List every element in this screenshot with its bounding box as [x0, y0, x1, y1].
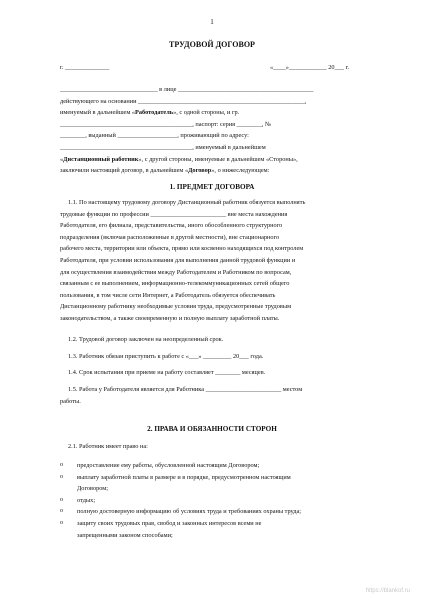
- list-item: [60, 483, 301, 495]
- clause-1-4: 1.4. Срок испытания при приеме на работу составляет ________ месяцев.: [68, 369, 266, 376]
- rights-list: [60, 460, 301, 541]
- clause-1-5: 1.5. Работа у Работодателя является для Работника ________________________ местом: [68, 386, 303, 393]
- bullet-marker: o: [60, 519, 63, 526]
- clause-line: подразделения (включая расположенные в другой местности), вне стационарного: [60, 233, 280, 241]
- clause-line: связанным с ее выполнением, информационно-телекоммуникационных сетей общего: [60, 280, 290, 288]
- parties-line: ________, выданный ___________________, проживающий по адресу:: [60, 132, 249, 140]
- list-item: [60, 495, 301, 507]
- clause-line: трудовые функции по профессии ________________________ вне места нахождения: [60, 210, 288, 218]
- clause-line: пользования, в том числе сети Интернет, а Работодатель обязуется обеспечивать: [60, 291, 276, 299]
- bullet-marker: o: [60, 508, 63, 515]
- page-number: 1: [210, 18, 214, 26]
- list-item-text: Договором;: [77, 485, 109, 493]
- list-item-text: отдых;: [77, 496, 96, 504]
- document-title: ТРУДОВОЙ ДОГОВОР: [169, 40, 255, 49]
- clause-1-2: 1.2. Трудовой договор заключен на неопределенный срок.: [68, 336, 224, 343]
- list-item-text: запрещенными законом способами;: [77, 531, 173, 539]
- parties-line: _______________________________ в лице ___________________________________________: [60, 86, 314, 93]
- parties-line: __________________________________________, паспорт: серия ________, №: [60, 120, 272, 128]
- watermark: https://blankof.ru: [365, 588, 410, 594]
- parties-line: заключили настоящий договор, в дальнейшем «Договор», о нижеследующем:: [60, 167, 270, 175]
- list-item-text: предоставление ему работы, обусловленной настоящим Договором;: [77, 462, 260, 469]
- clause-line: Дистанционному работнику необходимые условия труда, предусмотренные трудовым: [60, 303, 292, 311]
- parties-line: «Дистанционный работник», с другой стороны, именуемые в дальнейшем «Стороны»,: [60, 155, 298, 163]
- bullet-marker: o: [60, 462, 63, 468]
- clause-line: рабочего места, территории или объекта, прямо или косвенно находящихся под контролем: [60, 245, 304, 253]
- clause-line: Работодателя, при условии использования для выполнения данной трудовой функции и: [60, 256, 296, 264]
- list-item-text: защиту своих трудовых прав, свобод и законных интересов всеми не: [77, 519, 262, 527]
- list-item: [60, 530, 301, 542]
- list-item: [60, 518, 301, 530]
- clause-1-3: 1.3. Работник обязан приступить к работе с «___» _________ 20___ года.: [68, 353, 264, 360]
- clause-line: 1.1. По настоящему трудовому договору Дистанционный работник обязуется выполнять: [68, 199, 306, 206]
- clause-1-1: [60, 197, 305, 325]
- parties-block: [60, 84, 313, 177]
- parties-line: именуемый в дальнейшем «Работодатель», с одной стороны, и гр.: [60, 109, 240, 117]
- bullet-marker: o: [60, 496, 63, 503]
- clause-line: Работодателя, его филиала, представительства, иного обособленного структурного: [60, 222, 283, 230]
- list-item-text: полную достоверную информацию об условиях труда и требованиях охраны труда;: [77, 508, 302, 516]
- section-1-heading: 1. ПРЕДМЕТ ДОГОВОРА: [169, 183, 255, 191]
- list-item: [60, 506, 301, 518]
- date-field: «____»____________ 20___ г.: [270, 64, 350, 71]
- parties-line: действующего на основании _____________________________________________________,: [60, 97, 307, 105]
- clause-line: для осуществления взаимодействия между Работодателем и Работником по вопросам,: [60, 268, 292, 276]
- clause-1-5-cont: работы.: [60, 398, 81, 405]
- bullet-marker: o: [60, 473, 63, 480]
- section-2-heading: 2. ПРАВА И ОБЯЗАННОСТИ СТОРОН: [147, 425, 277, 433]
- city-field: г. ______________: [60, 64, 110, 71]
- list-item: [60, 472, 301, 484]
- clause-2-1: 2.1. Работник имеет право на:: [68, 443, 148, 450]
- list-item: [60, 460, 301, 472]
- clause-line: законодательством, а также своевременную и полную выплату заработной платы.: [60, 314, 280, 322]
- parties-line: __________________________________________, именуемый в дальнейшем: [60, 143, 266, 151]
- list-item-text: выплату заработной платы в размере и в порядке, предусмотренном настоящим: [77, 473, 291, 481]
